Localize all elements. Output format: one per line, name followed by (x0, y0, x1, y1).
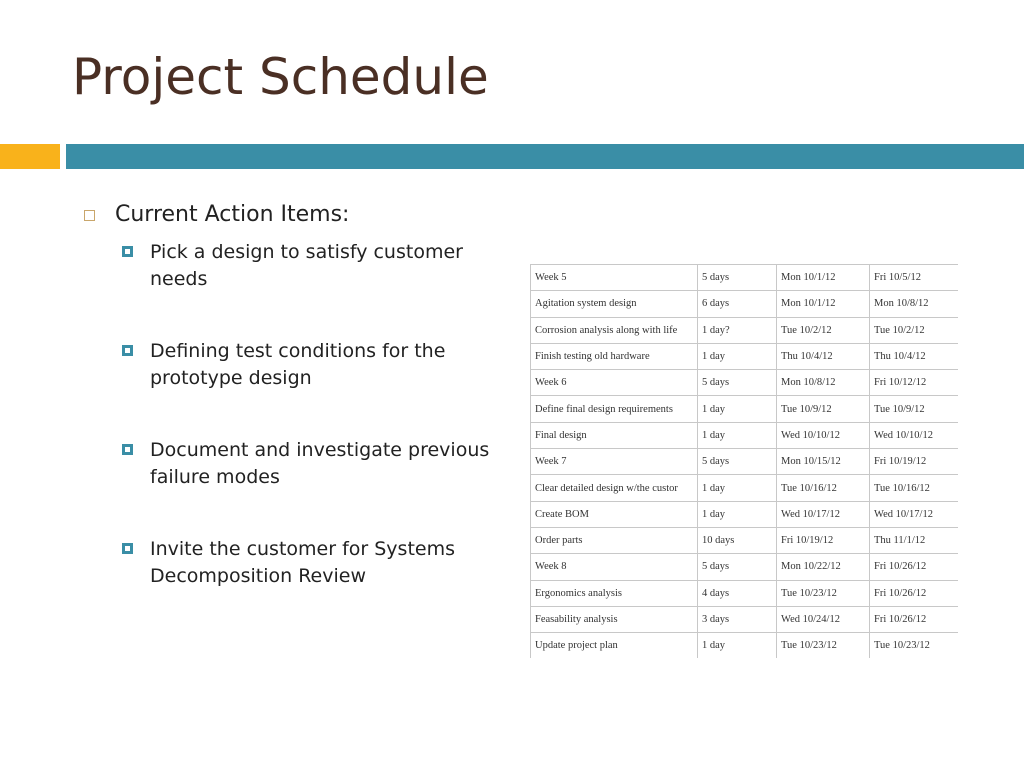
start-date-cell: Wed 10/17/12 (777, 501, 870, 527)
finish-date-cell: Thu 10/4/12 (870, 343, 959, 369)
square-bullet-icon (122, 345, 133, 356)
start-date-cell: Tue 10/23/12 (777, 580, 870, 606)
task-name-cell: Create BOM (531, 501, 698, 527)
duration-cell: 6 days (698, 291, 777, 317)
duration-cell: 5 days (698, 370, 777, 396)
table-row (531, 317, 959, 343)
finish-date-cell: Tue 10/23/12 (870, 633, 959, 658)
start-date-cell: Mon 10/22/12 (777, 554, 870, 580)
start-date-cell: Tue 10/2/12 (777, 317, 870, 343)
task-name-cell: Corrosion analysis along with life (531, 317, 698, 343)
schedule-table-body (531, 265, 959, 659)
accent-bar-orange (0, 144, 60, 169)
table-row (531, 475, 959, 501)
action-item (122, 437, 502, 491)
finish-date-cell: Tue 10/16/12 (870, 475, 959, 501)
table-row (531, 501, 959, 527)
duration-cell: 5 days (698, 449, 777, 475)
duration-cell: 10 days (698, 527, 777, 553)
action-item-text: Document and investigate previous failure modes (150, 439, 490, 488)
duration-cell: 3 days (698, 606, 777, 632)
duration-cell: 1 day? (698, 317, 777, 343)
table-row (531, 343, 959, 369)
task-name-cell: Order parts (531, 527, 698, 553)
action-item-text: Pick a design to satisfy customer needs (150, 241, 463, 290)
action-item-text: Invite the customer for Systems Decomposition Review (150, 538, 455, 587)
slide-title: Project Schedule (72, 48, 489, 106)
hollow-square-bullet-icon (84, 210, 95, 221)
table-row (531, 422, 959, 448)
duration-cell: 1 day (698, 633, 777, 658)
table-row (531, 633, 959, 658)
action-items-heading: Current Action Items: (115, 202, 350, 227)
duration-cell: 5 days (698, 554, 777, 580)
finish-date-cell: Thu 11/1/12 (870, 527, 959, 553)
finish-date-cell: Mon 10/8/12 (870, 291, 959, 317)
table-row (531, 554, 959, 580)
table-row (531, 370, 959, 396)
start-date-cell: Fri 10/19/12 (777, 527, 870, 553)
start-date-cell: Mon 10/8/12 (777, 370, 870, 396)
duration-cell: 1 day (698, 501, 777, 527)
task-name-cell: Week 5 (531, 265, 698, 291)
start-date-cell: Mon 10/1/12 (777, 291, 870, 317)
finish-date-cell: Tue 10/9/12 (870, 396, 959, 422)
task-name-cell: Agitation system design (531, 291, 698, 317)
start-date-cell: Tue 10/23/12 (777, 633, 870, 658)
schedule-table-image (530, 264, 958, 658)
duration-cell: 5 days (698, 265, 777, 291)
task-name-cell: Feasability analysis (531, 606, 698, 632)
action-item (122, 239, 502, 293)
start-date-cell: Mon 10/1/12 (777, 265, 870, 291)
table-row (531, 527, 959, 553)
start-date-cell: Tue 10/16/12 (777, 475, 870, 501)
finish-date-cell: Fri 10/19/12 (870, 449, 959, 475)
start-date-cell: Tue 10/9/12 (777, 396, 870, 422)
action-item (122, 338, 502, 392)
square-bullet-icon (122, 543, 133, 554)
square-bullet-icon (122, 444, 133, 455)
start-date-cell: Wed 10/10/12 (777, 422, 870, 448)
bullet-level1 (84, 202, 349, 227)
accent-bar-teal (66, 144, 1024, 169)
duration-cell: 1 day (698, 422, 777, 448)
finish-date-cell: Tue 10/2/12 (870, 317, 959, 343)
square-bullet-icon (122, 246, 133, 257)
table-row (531, 449, 959, 475)
task-name-cell: Final design (531, 422, 698, 448)
task-name-cell: Week 6 (531, 370, 698, 396)
task-name-cell: Ergonomics analysis (531, 580, 698, 606)
table-row (531, 606, 959, 632)
duration-cell: 1 day (698, 343, 777, 369)
table-row (531, 396, 959, 422)
finish-date-cell: Fri 10/26/12 (870, 580, 959, 606)
start-date-cell: Wed 10/24/12 (777, 606, 870, 632)
task-name-cell: Define final design requirements (531, 396, 698, 422)
task-name-cell: Finish testing old hardware (531, 343, 698, 369)
start-date-cell: Mon 10/15/12 (777, 449, 870, 475)
finish-date-cell: Fri 10/12/12 (870, 370, 959, 396)
duration-cell: 1 day (698, 475, 777, 501)
finish-date-cell: Wed 10/17/12 (870, 501, 959, 527)
task-name-cell: Clear detailed design w/the custor (531, 475, 698, 501)
task-name-cell: Update project plan (531, 633, 698, 658)
finish-date-cell: Fri 10/26/12 (870, 606, 959, 632)
action-item (122, 536, 502, 590)
table-row (531, 291, 959, 317)
duration-cell: 1 day (698, 396, 777, 422)
task-name-cell: Week 7 (531, 449, 698, 475)
table-row (531, 580, 959, 606)
schedule-table (530, 264, 958, 658)
task-name-cell: Week 8 (531, 554, 698, 580)
action-item-text: Defining test conditions for the prototype design (150, 340, 446, 389)
finish-date-cell: Wed 10/10/12 (870, 422, 959, 448)
finish-date-cell: Fri 10/26/12 (870, 554, 959, 580)
duration-cell: 4 days (698, 580, 777, 606)
finish-date-cell: Fri 10/5/12 (870, 265, 959, 291)
start-date-cell: Thu 10/4/12 (777, 343, 870, 369)
table-row (531, 265, 959, 291)
